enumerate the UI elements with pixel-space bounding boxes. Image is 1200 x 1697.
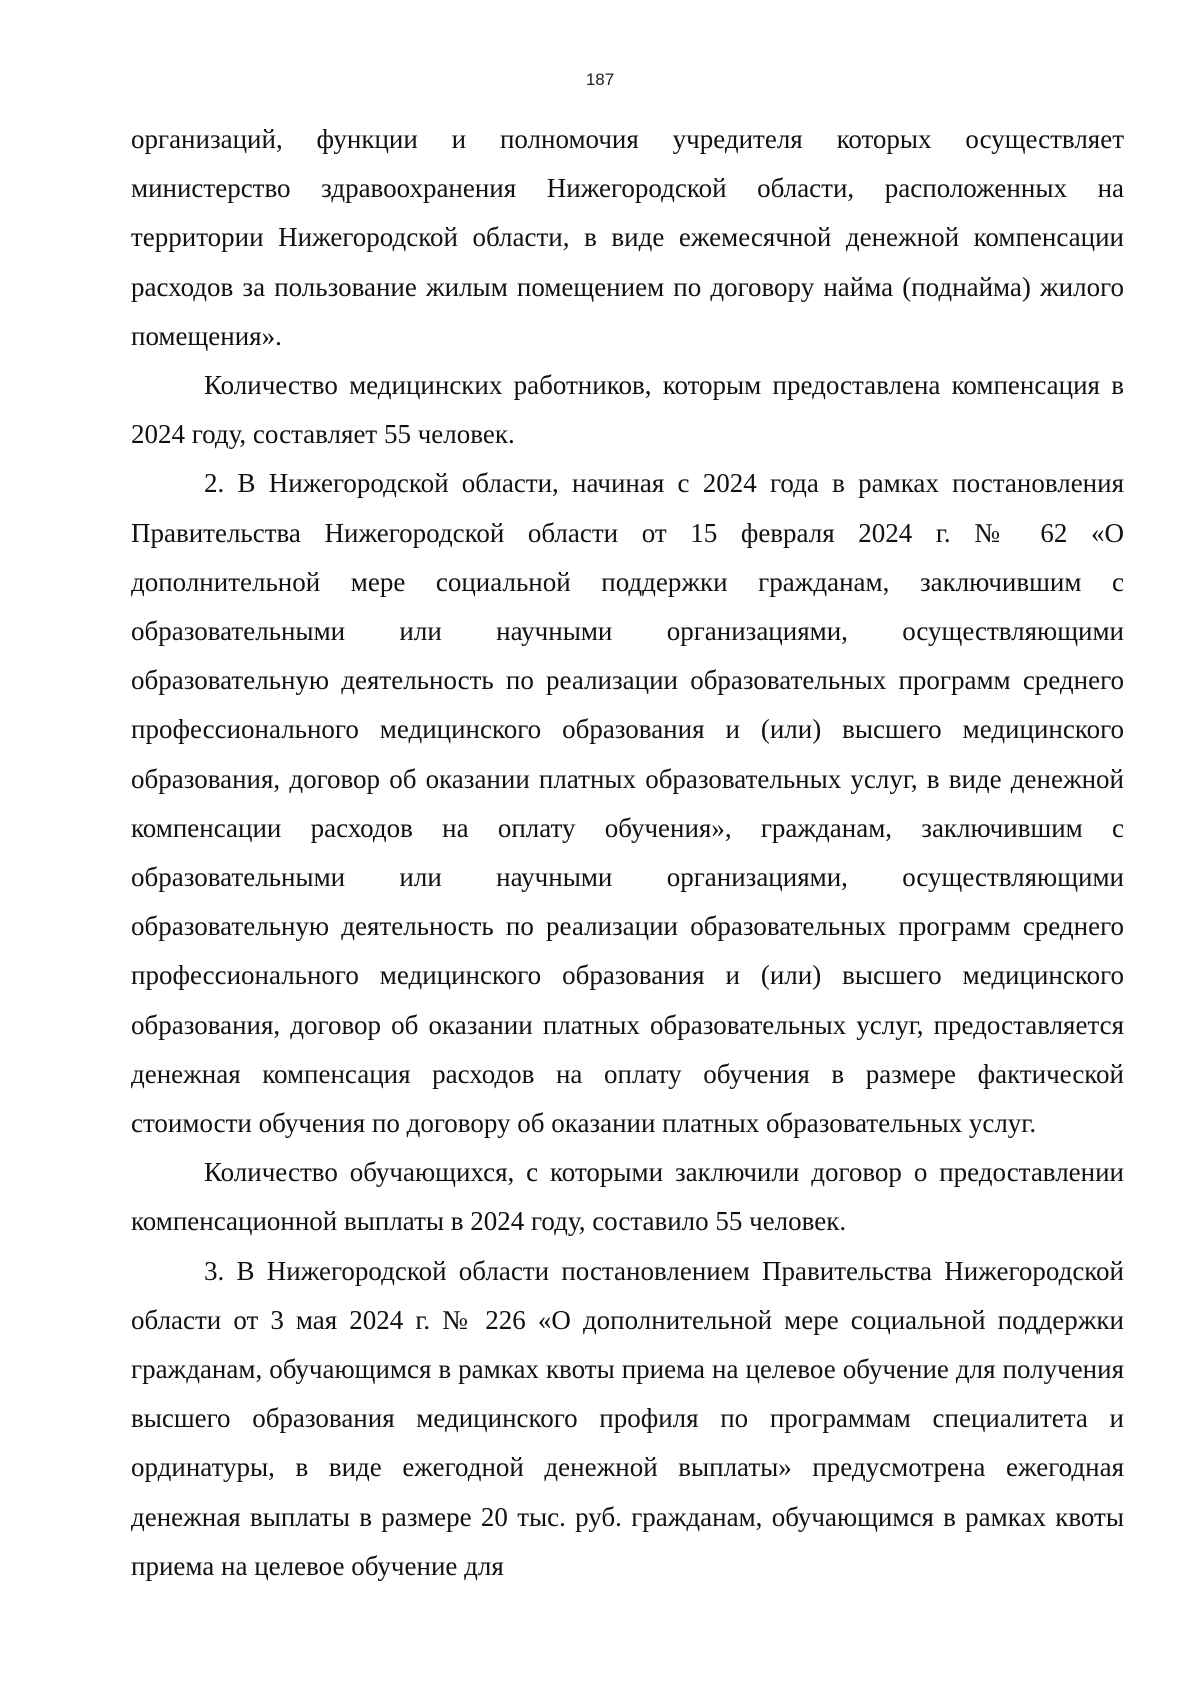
paragraph-compensation-count: Количество медицинских работников, которым предоставлена компенсация в 2024 году, составляет 55 человек. [131, 370, 1124, 450]
document-body [131, 115, 1124, 1591]
paragraph-continuation: организаций, функции и полномочия учредителя которых осуществляет министерство здравоохранения Нижегородской области, расположенных на территории Нижегородской области, в виде ежемесячной денежной компенсации расходов за пользование жилым помещением по договору найма (поднайма) жилого помещения». [131, 124, 1124, 351]
paragraph-item-2: 2. В Нижегородской области, начиная с 2024 года в рамках постановления Правительства Нижегородской области от 15 февраля 2024 г. № 62 «О дополнительной мере социальной поддержки гражданам, заключившим с образовательными или научными организациями, осуществляющими образовательную деятельность по реализации образовательных программ среднего профессионального медицинского образования и (или) высшего медицинского образования, договор об оказании платных образовательных услуг, в виде денежной компенсации расходов на оплату обучения», гражданам, заключившим с образовательными или научными организациями, осуществляющими образовательную деятельность по реализации образовательных программ среднего профессионального медицинского образования и (или) высшего медицинского образования, договор об оказании платных образовательных услуг, предоставляется денежная компенсация расходов на оплату обучения в размере фактической стоимости обучения по договору об оказании платных образовательных услуг. [131, 468, 1124, 1139]
page-number: 187 [585, 70, 615, 89]
paragraph-item-3: 3. В Нижегородской области постановлением Правительства Нижегородской области от 3 мая 2024 г. № 226 «О дополнительной мере социальной поддержки гражданам, обучающимся в рамках квоты приема на целевое обучение для получения высшего образования медицинского профиля по программам специалитета и ординатуры, в виде ежегодной денежной выплаты» предусмотрена ежегодная денежная выплаты в размере 20 тыс. руб. гражданам, обучающимся в рамках квоты приема на целевое обучение для [131, 1255, 1124, 1581]
paragraph-students-count: Количество обучающихся, с которыми заключили договор о предоставлении компенсационной выплаты в 2024 году, составило 55 человек. [131, 1157, 1124, 1237]
